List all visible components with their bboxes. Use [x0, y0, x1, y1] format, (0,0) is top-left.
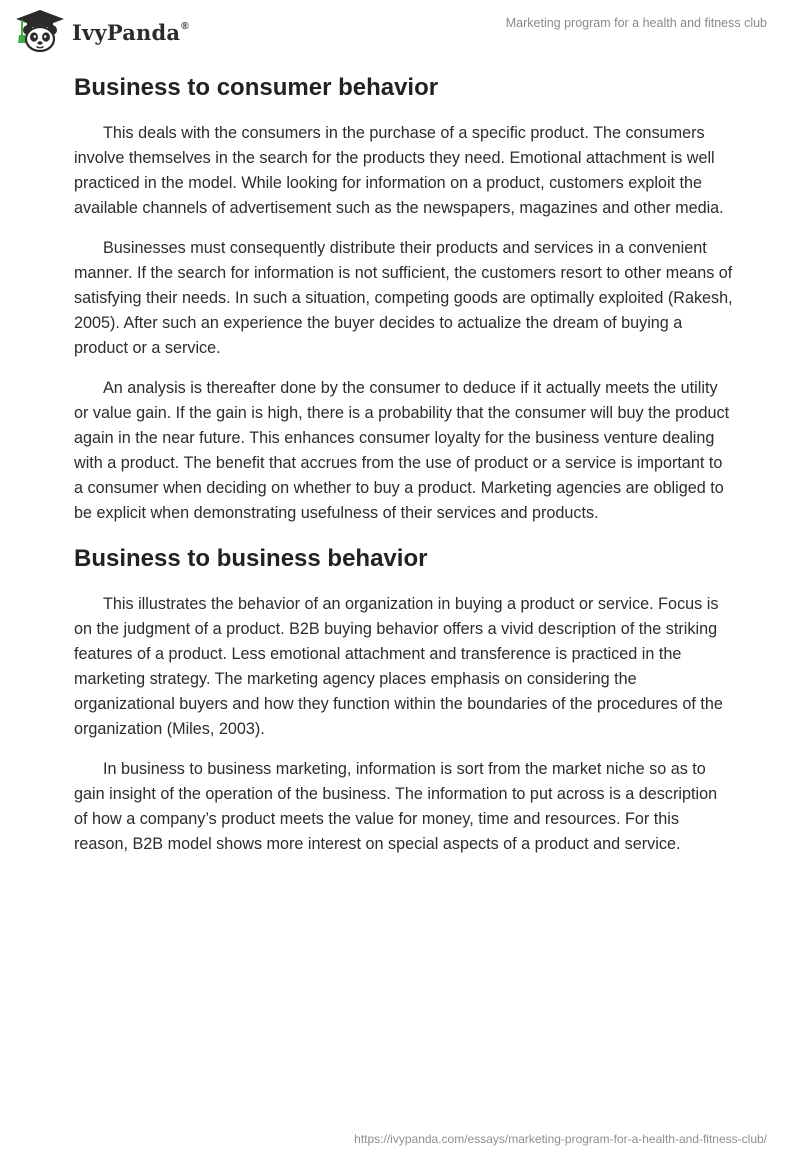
document-title: Marketing program for a health and fitness club: [505, 16, 767, 30]
ivypanda-logo[interactable]: [14, 8, 189, 54]
paragraph: An analysis is thereafter done by the consumer to deduce if it actually meets the utility or value gain. If the gain is high, there is a probability that the consumer will buy the product again in the near future. This enhances consumer loyalty for the business venture dealing with a product. The benefit that accrues from the use of product or a service is important to a consumer when deciding on whether to buy a product. Marketing agencies are obliged to be explicit when demonstrating usefulness of their services and products.: [74, 379, 730, 522]
essay-content: [74, 70, 734, 872]
paragraph: This deals with the consumers in the purchase of a specific product. The consumers involve themselves in the search for the products they need. Emotional attachment is well practiced in the model. While looking for information on a product, customers exploit the available channels of advertisement such as the newspapers, magazines and other media.: [74, 124, 724, 217]
section-b2b: [74, 541, 734, 857]
paragraph: This illustrates the behavior of an organization in buying a product or service. Focus is on the judgment of a product. B2B buying behavior offers a vivid description of the striking features of a product. Less emotional attachment and transference is practiced in the marketing strategy. The marketing agency places emphasis on considering the organizational buyers and how they function within the boundaries of the procedures of the organization (Miles, 2003).: [74, 595, 723, 738]
section-b2c: [74, 70, 734, 526]
source-url-link[interactable]: https://ivypanda.com/essays/marketing-program-for-a-health-and-fitness-club/: [354, 1132, 767, 1146]
section-heading: Business to consumer behavior: [74, 74, 439, 101]
section-heading: Business to business behavior: [74, 545, 428, 572]
paragraph: In business to business marketing, information is sort from the market niche so as to gain insight of the operation of the business. The information to put across is a description of how a company’s product meets the value for money, time and resources. For this reason, B2B model shows more interest on special aspects of a product and service.: [74, 760, 718, 853]
page-header: [0, 0, 800, 62]
panda-graduate-icon: [14, 8, 66, 54]
brand-name: IvyPanda®: [72, 19, 189, 45]
registered-mark: ®: [181, 20, 189, 32]
paragraph: Businesses must consequently distribute their products and services in a convenient manner. If the search for information is not sufficient, the customers resort to other means of satisfying their needs. In such a situation, competing goods are optimally exploited (Rakesh, 2005). After such an experience the buyer decides to actualize the dream of buying a product or a service.: [74, 239, 733, 357]
